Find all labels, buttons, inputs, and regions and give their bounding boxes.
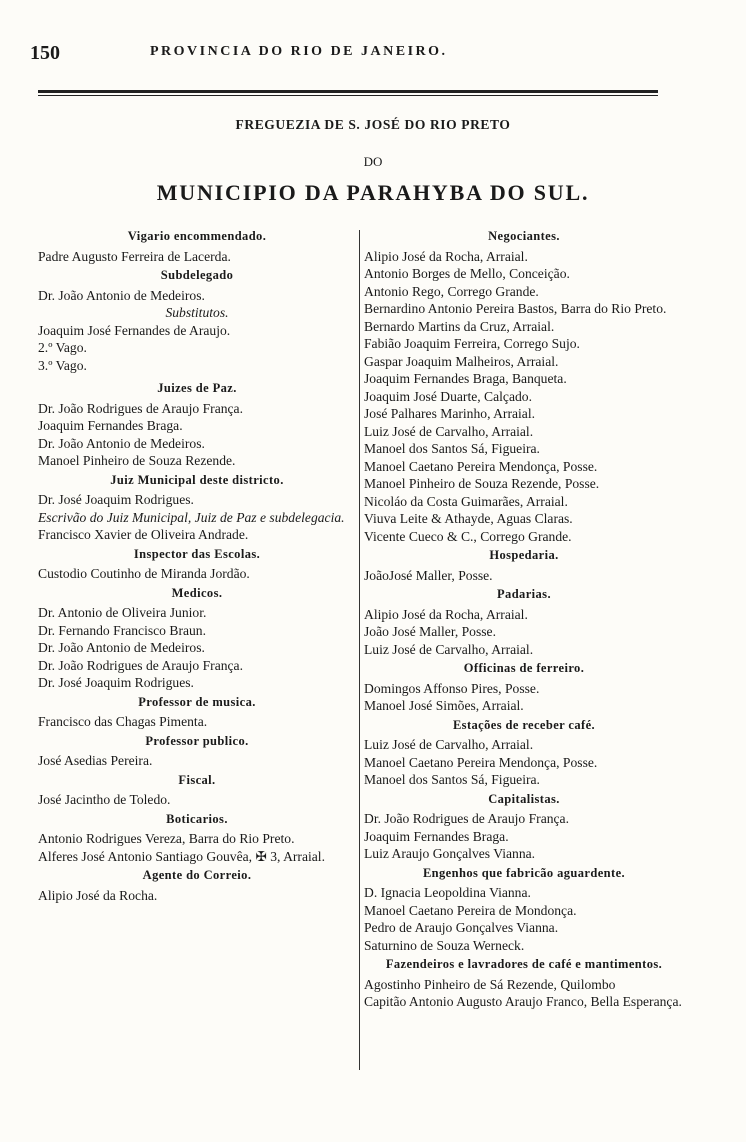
freguezia-title: FREGUEZIA DE S. JOSÉ DO RIO PRETO — [235, 117, 511, 132]
entry: Fabião Joaquim Ferreira, Corrego Sujo. — [364, 336, 580, 351]
entry: Capitão Antonio Augusto Araujo Franco, Bella Esperança. — [364, 994, 682, 1009]
entry: JoãoJosé Maller, Posse. — [364, 567, 493, 583]
entry: Joaquim José Duarte, Calçado. — [364, 388, 532, 404]
entry: Pedro de Araujo Gonçalves Vianna. — [364, 920, 559, 935]
entry: Padre Augusto Ferreira de Lacerda. — [38, 248, 231, 264]
entry: Luiz José de Carvalho, Arraial. — [364, 737, 534, 752]
section-heading: Fiscal. — [178, 772, 216, 787]
entry: Agostinho Pinheiro de Sá Rezende, Quilombo — [364, 976, 616, 992]
entry: Viuva Leite & Athayde, Aguas Claras. — [364, 511, 573, 526]
section-subheading: Substitutos. — [165, 305, 229, 320]
entry: João José Maller, Posse. — [364, 624, 496, 639]
section-heading: Medicos. — [171, 585, 223, 600]
entry: Francisco Xavier de Oliveira Andrade. — [38, 527, 249, 542]
entry: Antonio Borges de Mello, Conceição. — [364, 266, 570, 281]
section-heading: Juizes de Paz. — [157, 381, 237, 395]
section-heading: Estações de receber café. — [452, 717, 596, 732]
section-heading: Subdelegado — [160, 268, 234, 282]
section-heading: Padarias. — [497, 587, 551, 601]
section-subheading: Escrivão do Juiz Municipal, Juiz de Paz e subdelegacia. — [38, 509, 345, 525]
entry: Dr. Fernando Francisco Braun. — [38, 622, 206, 638]
entry: Luiz Araujo Gonçalves Vianna. — [364, 846, 536, 861]
entry: D. Ignacia Leopoldina Vianna. — [364, 885, 531, 900]
entry: Dr. José Joaquim Rodrigues. — [38, 675, 194, 690]
entry: Manoel Caetano Pereira de Mondonça. — [364, 902, 577, 918]
entry: Francisco das Chagas Pimenta. — [38, 714, 208, 729]
municipio-title: MUNICIPIO DA PARAHYBA DO SUL. — [156, 180, 590, 205]
entry: Dr. João Rodrigues de Araujo França. — [38, 400, 243, 416]
entry: Luiz José de Carvalho, Arraial. — [364, 423, 534, 439]
entry: Dr. João Rodrigues de Araujo França. — [38, 657, 243, 673]
entry: Bernardo Martins da Cruz, Arraial. — [364, 318, 555, 334]
entry: José Jacintho de Toledo. — [38, 792, 171, 807]
section-heading: Inspector das Escolas. — [133, 546, 261, 561]
entry: Joaquim Fernandes Braga, Banqueta. — [364, 371, 567, 386]
entry: 2.º Vago. — [38, 340, 87, 355]
entry: José Palhares Marinho, Arraial. — [364, 406, 536, 421]
section-heading: Professor de musica. — [138, 694, 256, 709]
entry: Dr. João Antonio de Medeiros. — [38, 640, 205, 655]
entry: Joaquim Fernandes Braga. — [364, 828, 509, 844]
entry: Manoel Caetano Pereira Mendonça, Posse. — [364, 754, 598, 770]
section-heading: Hospedaria. — [489, 548, 559, 562]
column-divider — [359, 230, 360, 1070]
entry: Saturnino de Souza Werneck. — [364, 937, 525, 953]
section-heading: Vigario encommendado. — [127, 229, 267, 243]
entry: Alipio José da Rocha, Arraial. — [364, 606, 528, 622]
entry: Alipio José da Rocha, Arraial. — [364, 248, 528, 264]
section-heading: Professor publico. — [145, 733, 249, 748]
entry: Joaquim José Fernandes de Araujo. — [38, 322, 231, 338]
entry: Vicente Cueco & C., Corrego Grande. — [364, 528, 572, 544]
left-column — [38, 226, 356, 904]
entry: Manoel Caetano Pereira Mendonça, Posse. — [364, 458, 598, 474]
title-do: DO — [363, 154, 383, 169]
entry: Luiz José de Carvalho, Arraial. — [364, 641, 534, 657]
entry: Manoel Pinheiro de Souza Rezende. — [38, 453, 236, 468]
header-rule-thin — [38, 95, 658, 96]
section-heading: Negociantes. — [488, 229, 560, 243]
entry: Alferes José Antonio Santiago Gouvêa, ✠ 3, Arraial. — [38, 848, 325, 864]
entry: Manoel Pinheiro de Souza Rezende, Posse. — [364, 476, 600, 491]
entry: Antonio Rodrigues Vereza, Barra do Rio Preto. — [38, 831, 295, 846]
running-title: PROVINCIA DO RIO DE JANEIRO. — [150, 44, 448, 59]
section-heading: Agente do Correio. — [142, 868, 252, 882]
entry: 3.º Vago. — [38, 357, 87, 373]
section-heading: Fazendeiros e lavradores de café e mantimentos. — [385, 957, 663, 971]
entry: Alipio José da Rocha. — [38, 887, 158, 903]
entry: Manoel dos Santos Sá, Figueira. — [364, 441, 540, 456]
entry: Custodio Coutinho de Miranda Jordão. — [38, 566, 250, 581]
entry: Dr. João Antonio de Medeiros. — [38, 435, 205, 451]
right-column — [364, 226, 684, 1011]
entry: Gaspar Joaquim Malheiros, Arraial. — [364, 353, 559, 369]
page-number: 150 — [30, 42, 60, 64]
entry: Antonio Rego, Corrego Grande. — [364, 283, 539, 299]
section-heading: Boticarios. — [166, 811, 228, 826]
entry: Joaquim Fernandes Braga. — [38, 418, 183, 433]
entry: Bernardino Antonio Pereira Bastos, Barra do Rio Preto. — [364, 301, 667, 316]
entry: Manoel José Simões, Arraial. — [364, 698, 524, 713]
entry: Manoel dos Santos Sá, Figueira. — [364, 772, 540, 787]
section-heading: Engenhos que fabricão aguardente. — [422, 865, 626, 880]
entry: Domingos Affonso Pires, Posse. — [364, 680, 540, 696]
section-heading: Officinas de ferreiro. — [463, 661, 585, 675]
entry: José Asedias Pereira. — [38, 753, 153, 768]
entry: Dr. Antonio de Oliveira Junior. — [38, 605, 207, 620]
section-heading: Capitalistas. — [488, 791, 560, 806]
entry: Dr. João Antonio de Medeiros. — [38, 287, 205, 303]
entry: Dr. José Joaquim Rodrigues. — [38, 492, 194, 507]
section-heading: Juiz Municipal deste districto. — [110, 472, 284, 487]
header-rule-thick — [38, 90, 658, 93]
entry: Dr. João Rodrigues de Araujo França. — [364, 811, 569, 826]
entry: Nicoláo da Costa Guimarães, Arraial. — [364, 493, 568, 509]
